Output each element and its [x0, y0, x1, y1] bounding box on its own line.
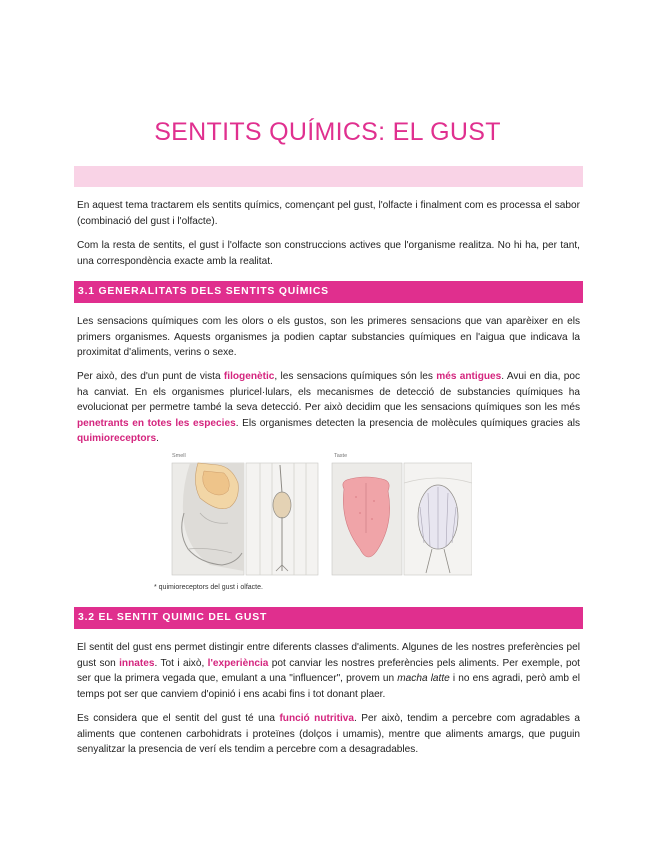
figure-label-taste: Taste	[334, 453, 348, 459]
text-run: . Els organismes detecten la presencia de molècules químiques gracies als	[235, 417, 580, 429]
highlight-mes-antigues: més antigues	[436, 371, 502, 382]
highlight-innates: innates	[119, 657, 155, 669]
text-run: .	[156, 433, 159, 444]
olfactory-neuron-image	[246, 463, 318, 575]
section-heading-generalitats: 3.1 GENERALITATS DELS SENTITS QUÍMICS	[74, 281, 583, 303]
intro-paragraph-2: Com la resta de sentits, el gust i l'olfacte son construccions actives que l'organisme realitza. No hi ha, per tant, una correspondència exacte amb la realitat.	[77, 240, 580, 267]
highlight-penetrants: penetrants en totes les especies	[77, 417, 236, 429]
text-run: El sentit del gust ens permet distingir entre diferents classes d'aliments. Algunes de les nostres preferències pel gust son	[77, 642, 580, 669]
section2-paragraph-1	[77, 640, 580, 702]
text-run: , les sensacions químiques són les	[274, 371, 437, 382]
title-underline-bar	[74, 166, 583, 187]
text-run: . Avui en dia, poc ha canviat. En els organismes pluricel·lulars, els mecanismes de detecció de substancies químiques ha evolucionat per permetre també la seva detecció. Per això decidim que les sensacions químiques son les més	[77, 371, 580, 413]
section-heading-gust: 3.2 EL SENTIT QUIMIC DEL GUST	[74, 607, 583, 629]
section1-paragraph-1: Les sensacions químiques com les olors o els gustos, son les primeres sensacions que van aparèixer en els primers organismes. Aquests organismes ja podien captar substancies químiques en l'aigua que indicava la proximitat d'aliments, verins o sexe.	[77, 316, 580, 358]
tongue-image	[332, 463, 402, 575]
highlight-filogenetic: filogenètic	[223, 371, 275, 382]
section2-paragraph-2	[77, 711, 580, 758]
highlight-funcio-nutritiva: funció nutritiva	[279, 713, 355, 724]
italic-macha-latte: macha latte	[397, 673, 450, 684]
intro-paragraph-1: En aquest tema tractarem els sentits químics, començant pel gust, l'olfacte i finalment com es processa el sabor (combinació del gust i l'olfacte).	[77, 200, 580, 227]
figure-caption: * quimioreceptors del gust i olfacte.	[154, 584, 263, 591]
page-title: SENTITS QUÍMICS: EL GUST	[154, 118, 501, 146]
smell-taste-illustration	[170, 453, 472, 579]
text-run: Per això, des d'un punt de vista	[77, 371, 224, 382]
text-run: Es considera que el sentit del gust té una	[77, 713, 280, 724]
nose-anatomy-image	[172, 463, 244, 575]
text-run: . Tot i això,	[154, 657, 208, 669]
text-run: pot canviar les nostres preferències pels aliments. Per exemple, pot ser que la primera vegada que, emulant a una "influencer", provem un	[77, 657, 580, 684]
section1-paragraph-2	[77, 369, 580, 447]
text-run: . Per això, tendim a percebre com agradables a aliments que contenen carbohidrats i proteïnes (dolços i umamis), mentre que aliments amargs, que puguin senyalitzar la presencia de verí els tendim a percebre com a desagradables.	[77, 713, 580, 755]
figure-label-smell: Smell	[172, 453, 186, 459]
taste-bud-image	[404, 463, 472, 575]
highlight-quimioreceptors: quimioreceptors	[77, 433, 157, 444]
text-run: i no ens agradi, però amb el temps pot ser que canviem d'opinió i ens acabi fins i tot donant plaer.	[77, 673, 580, 700]
chemoreceptor-figure	[170, 453, 472, 579]
highlight-experiencia: l'experiència	[207, 657, 269, 669]
